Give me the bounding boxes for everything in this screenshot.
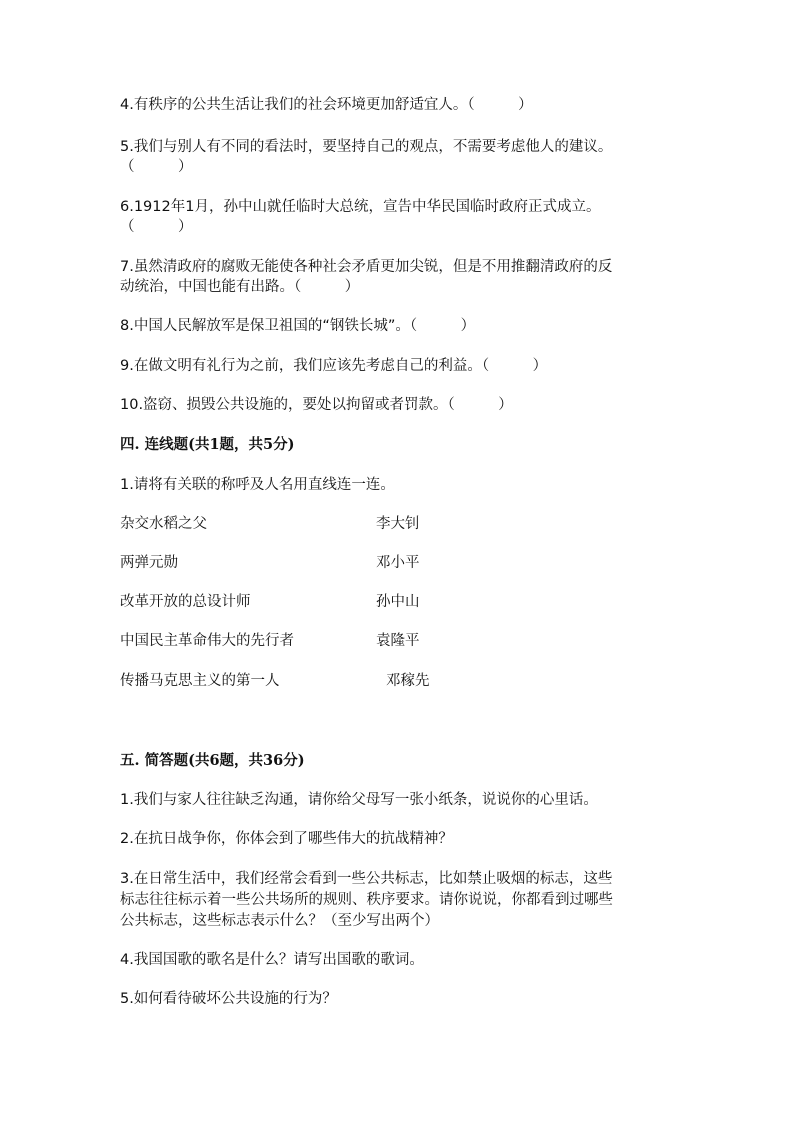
match-left-2: 两弹元勋 [120, 555, 178, 571]
short-q2: 2.在抗日战争你，你体会到了哪些伟大的抗战精神？ [120, 831, 453, 847]
short-q1: 1.我们与家人往往缺乏沟通，请你给父母写一张小纸条，说说你的心里话。 [120, 792, 598, 808]
match-right-3: 孙中山 [376, 594, 420, 610]
judge-q5-line1: 5.我们与别人有不同的看法时，要坚持自己的观点，不需要考虑他人的建议。 [120, 139, 613, 155]
match-left-5: 传播马克思主义的第一人 [120, 673, 280, 689]
section4-question: 1.请将有关联的称呼及人名用直线连一连。 [120, 477, 395, 493]
judge-q6-line2: （ ） [120, 219, 193, 235]
judge-q10: 10.盗窃、损毁公共设施的，要处以拘留或者罚款。（ ） [120, 397, 513, 413]
short-q5: 5.如何看待破坏公共设施的行为？ [120, 991, 337, 1007]
match-right-4: 袁隆平 [376, 633, 420, 649]
match-right-2: 邓小平 [376, 555, 420, 571]
section4-heading: 四. 连线题(共1题，共5分) [120, 436, 295, 453]
judge-q6-line1: 6.1912年1月，孙中山就任临时大总统，宣告中华民国临时政府正式成立。 [120, 199, 601, 215]
judge-q8: 8.中国人民解放军是保卫祖国的“钢铁长城”。（ ） [120, 318, 476, 334]
judge-q4: 4.有秩序的公共生活让我们的社会环境更加舒适宜人。（ ） [120, 97, 533, 113]
short-q3-line3: 公共标志，这些标志表示什么？（至少写出两个） [120, 913, 439, 929]
judge-q9: 9.在做文明有礼行为之前，我们应该先考虑自己的利益。（ ） [120, 358, 548, 374]
judge-q7-line1: 7.虽然清政府的腐败无能使各种社会矛盾更加尖锐，但是不用推翻清政府的反 [120, 259, 613, 275]
short-q4: 4.我国国歌的歌名是什么？请写出国歌的歌词。 [120, 952, 424, 968]
short-q3-line1: 3.在日常生活中，我们经常会看到一些公共标志，比如禁止吸烟的标志，这些 [120, 871, 613, 887]
match-right-5: 邓稼先 [386, 673, 430, 689]
section5-heading: 五. 简答题(共6题，共36分) [120, 752, 305, 769]
judge-q7-line2: 动统治，中国也能有出路。（ ） [120, 279, 360, 295]
match-left-3: 改革开放的总设计师 [120, 594, 251, 610]
match-right-1: 李大钊 [376, 516, 420, 532]
match-left-4: 中国民主革命伟大的先行者 [120, 633, 294, 649]
short-q3-line2: 标志往往标示着一些公共场所的规则、秩序要求。请你说说，你都看到过哪些 [120, 892, 613, 908]
match-left-1: 杂交水稻之父 [120, 516, 207, 532]
judge-q5-line2: （ ） [120, 159, 193, 175]
